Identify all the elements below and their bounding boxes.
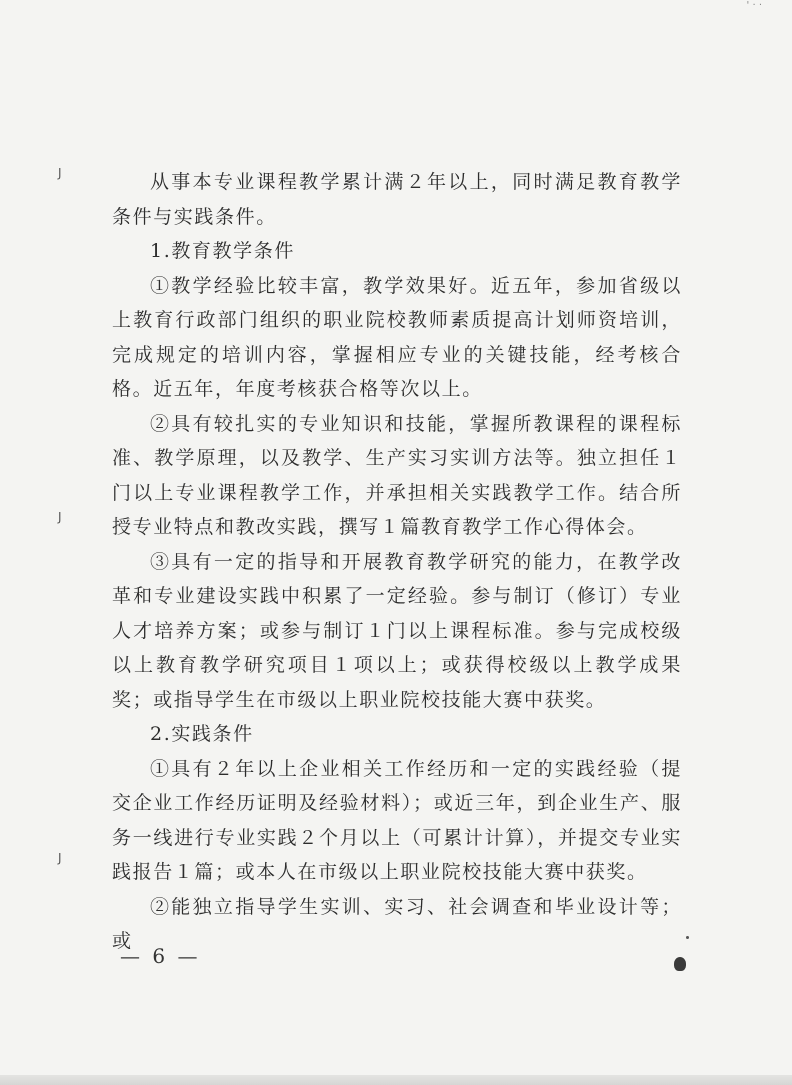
scan-blot — [674, 957, 686, 971]
page-bottom-edge — [0, 1075, 792, 1085]
paragraph-teaching-2: ②具有较扎实的专业知识和技能，掌握所教课程的课程标准、教学原理，以及教学、生产实习实训方法等。独立担任１门以上专业课程教学工作，并承担相关实践教学工作。结合所授专业特点和教改实践，撰写１篇教育教学工作心得体会。 — [112, 412, 682, 538]
paragraph-intro: 从事本专业课程教学累计满２年以上，同时满足教育教学条件与实践条件。 — [112, 171, 682, 228]
page-number: — 6 — — [120, 944, 201, 968]
scan-top-marks: ' · · — [746, 0, 762, 11]
paragraph-teaching-1: ①教学经验比较丰富，教学效果好。近五年，参加省级以上教育行政部门组织的职业院校教师素质提高计划师资培训，完成规定的培训内容，掌握相应专业的关键技能，经考核合格。近五年，年度考核获合格等次以上。 — [112, 274, 682, 400]
binding-mark: J — [58, 510, 62, 524]
binding-mark: J — [58, 166, 62, 180]
heading-practice-conditions: 2.实践条件 — [150, 723, 254, 745]
paragraph-practice-2: ②能独立指导学生实训、实习、社会调查和毕业设计等；或 — [112, 895, 682, 952]
paragraph-teaching-3: ③具有一定的指导和开展教育教学研究的能力，在教学改革和专业建设实践中积累了一定经验。参与制订（修订）专业人才培养方案；或参与制订１门以上课程标准。参与完成校级以上教育教学研究项目１项以上；或获得校级以上教学成果奖；或指导学生在市级以上职业院校技能大赛中获奖。 — [112, 550, 682, 711]
binding-mark: J — [58, 851, 62, 865]
paragraph-practice-1: ①具有２年以上企业相关工作经历和一定的实践经验（提交企业工作经历证明及经验材料）；或近三年，到企业生产、服务一线进行专业实践２个月以上（可累计计算），并提交专业实践报告１篇；或本人在市级以上职业院校技能大赛中获奖。 — [112, 757, 682, 883]
body-text — [112, 165, 682, 959]
heading-teaching-conditions: 1.教育教学条件 — [150, 240, 295, 262]
scan-speck — [686, 936, 689, 939]
